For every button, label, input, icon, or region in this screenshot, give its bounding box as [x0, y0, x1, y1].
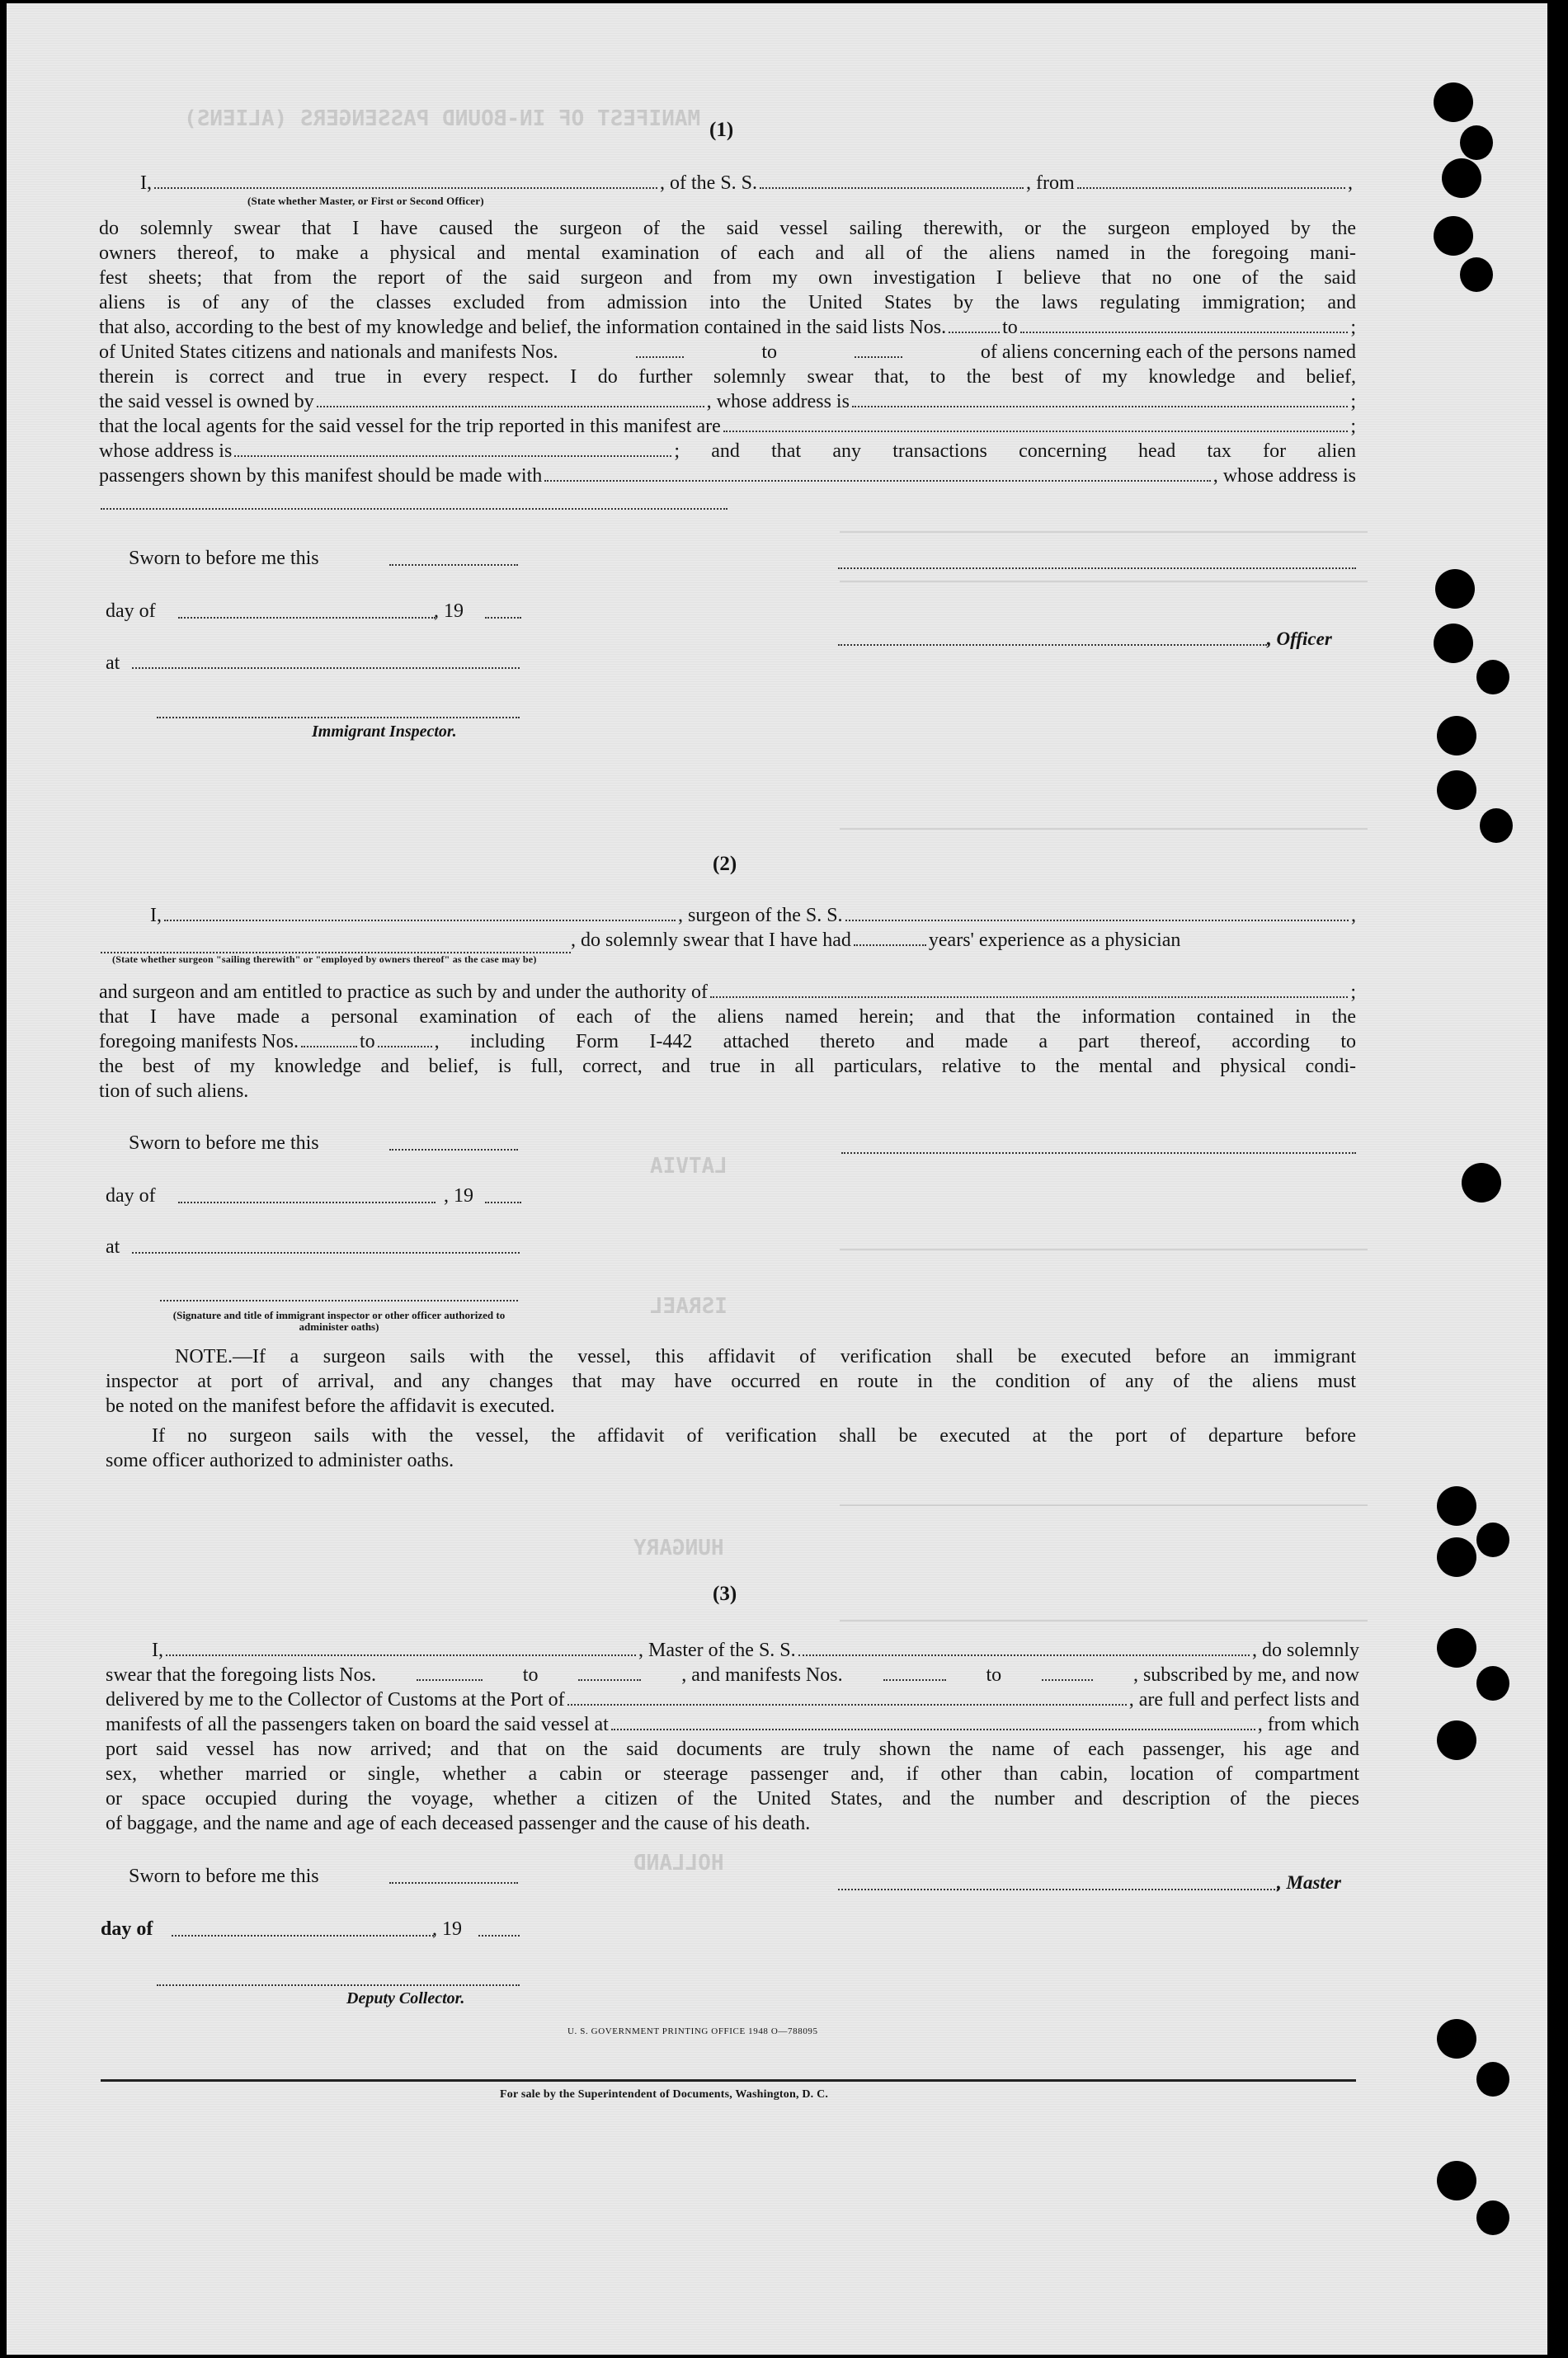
surgeon-signature-field	[841, 1152, 1356, 1154]
month-field	[172, 1935, 434, 1937]
punch-hole	[1437, 1720, 1476, 1760]
section-3-text-line: port said vessel has now arrived; and that on the said documents are truly shown the name of each passenger, his age and	[106, 1739, 1359, 1760]
master-signature-field	[838, 1889, 1278, 1890]
day-of-label: day of	[101, 1918, 153, 1940]
section-1-manifests-line: of United States citizens and nationals and manifests Nos. to of aliens concerning each of the persons named	[99, 341, 1356, 363]
head-tax-address-field	[101, 508, 727, 510]
punch-hole	[1460, 125, 1493, 160]
punch-hole	[1442, 158, 1481, 198]
note-line: NOTE.—If a surgeon sails with the vessel, this affidavit of verification shall be executed before an immigrant	[175, 1346, 1356, 1367]
bleed-through-country: HUNGARY	[633, 1536, 724, 1560]
year-label: , 19	[444, 1185, 473, 1207]
section-3-lists-line: swear that the foregoing lists Nos. to , and manifests Nos. to , subscribed by me, and now	[106, 1664, 1359, 1686]
master-vessel-field	[798, 1640, 1250, 1656]
officer-label: , Officer	[1267, 628, 1332, 649]
punch-hole	[1437, 1537, 1476, 1577]
years-experience-field	[854, 930, 926, 946]
punch-hole	[1437, 716, 1476, 755]
section-2-opening-line: I, , surgeon of the S. S. ,	[150, 905, 1356, 926]
section-1-opening-line: I, , of the S. S. , from ,	[140, 172, 1353, 194]
section-1-text-line: fest sheets; that from the report of the said surgeon and from my own investigation I believe that no one of the said	[99, 267, 1356, 289]
master-label: , Master	[1277, 1872, 1341, 1893]
at-label: at	[106, 652, 120, 674]
note-line: If no surgeon sails with the vessel, the affidavit of verification shall be executed at the port of departure before	[152, 1425, 1356, 1447]
section-2-swear-line: , do solemnly swear that I have had years' experience as a physician	[571, 930, 1181, 951]
officer-name-field	[154, 172, 657, 189]
officer-signature-field	[838, 567, 1356, 569]
sworn-label: Sworn to before me this	[129, 1132, 319, 1154]
officer-name-sign-field	[838, 644, 1267, 646]
place-field	[132, 1252, 520, 1254]
agents-address-field	[234, 440, 671, 457]
section-1-agents-line: that the local agents for the said vessel for the trip reported in this manifest are ;	[99, 416, 1356, 437]
punch-hole	[1476, 660, 1509, 694]
section-3-number: (3)	[713, 1583, 737, 1605]
deputy-collector-label: Deputy Collector.	[346, 1989, 465, 2007]
month-field	[178, 617, 436, 619]
punch-hole	[1476, 2062, 1509, 2097]
owner-address-field	[852, 391, 1348, 407]
month-field	[178, 1202, 436, 1203]
section-1-number: (1)	[709, 119, 734, 141]
embarkation-port-field	[611, 1714, 1255, 1730]
section-2-text-line: tion of such aliens.	[99, 1080, 249, 1102]
collector-port-field	[567, 1689, 1127, 1706]
section-3-text-line: or space occupied during the voyage, whether a citizen of the United States, and the number and description of the pieces	[106, 1788, 1359, 1810]
manifest-affidavit-page	[7, 3, 1547, 2355]
section-2-text-line: that I have made a personal examination of each of the aliens named herein; and that the information contained in the	[99, 1006, 1356, 1028]
section-1-text-line: aliens is of any of the classes excluded from admission into the United States by the laws regulating immigration; and	[99, 292, 1356, 313]
day-of-label: day of	[106, 1185, 156, 1207]
place-field	[132, 667, 520, 669]
section-3-text-line: sex, whether married or single, whether a cabin or steerage passenger and, if other than cabin, location of compartment	[106, 1763, 1359, 1785]
section-1-text-line: owners thereof, to make a physical and mental examination of each and all of the aliens named in the foregoing mani-	[99, 242, 1356, 264]
punch-hole	[1437, 2019, 1476, 2059]
owner-field	[317, 391, 704, 407]
year-field	[485, 1202, 521, 1203]
surgeon-caption: (State whether surgeon "sailing therewith" or "employed by owners thereof" as the case may be)	[112, 953, 537, 965]
note-line: inspector at port of arrival, and any changes that may have occurred en route in the condition of any of the aliens must	[106, 1371, 1356, 1392]
inspector-signature-field	[157, 717, 520, 718]
footer-sale-notice: For sale by the Superintendent of Documents, Washington, D. C.	[500, 2088, 829, 2101]
section-1-passengers-line: passengers shown by this manifest should be made with , whose address is	[99, 465, 1356, 487]
punch-hole	[1462, 1163, 1501, 1203]
punch-hole	[1434, 216, 1473, 256]
bleed-through-country: LATVIA	[650, 1154, 727, 1179]
punch-hole	[1460, 257, 1493, 292]
master-name-field	[166, 1640, 636, 1656]
section-2-number: (2)	[713, 853, 737, 875]
punch-hole	[1437, 1628, 1476, 1668]
officer-caption: (State whether Master, or First or Second Officer)	[247, 195, 484, 207]
section-3-delivered-line: delivered by me to the Collector of Customs at the Port of , are full and perfect lists and	[106, 1689, 1359, 1711]
section-1-text-line: do solemnly swear that I have caused the surgeon of the said vessel sailing therewith, or the surgeon employed by the	[99, 218, 1356, 239]
section-3-manifests-line: manifests of all the passengers taken on board the said vessel at , from which	[106, 1714, 1359, 1735]
section-1-whose-address-line: whose address is ; and that any transactions concerning head tax for alien	[99, 440, 1356, 462]
sworn-label: Sworn to before me this	[129, 1866, 319, 1887]
day-of-label: day of	[106, 600, 156, 622]
section-3-opening-line: I, , Master of the S. S. , do solemnly	[152, 1640, 1359, 1661]
punch-hole	[1434, 624, 1473, 663]
collector-signature-field	[157, 1984, 520, 1986]
section-2-foregoing-line: foregoing manifests Nos. to , including Form I-442 attached thereto and made a part thereof, according to	[99, 1031, 1356, 1052]
at-label: at	[106, 1236, 120, 1258]
punch-hole	[1437, 770, 1476, 810]
punch-hole	[1437, 2161, 1476, 2200]
punch-hole	[1434, 82, 1473, 122]
immigrant-inspector-label: Immigrant Inspector.	[312, 722, 457, 741]
vessel-name-field	[760, 172, 1024, 189]
sworn-day-field	[389, 1149, 518, 1151]
punch-hole	[1476, 2200, 1509, 2235]
note-line: be noted on the manifest before the affidavit is executed.	[106, 1396, 555, 1417]
punch-hole	[1435, 569, 1475, 609]
printing-office-imprint: U. S. GOVERNMENT PRINTING OFFICE 1948 O—788095	[567, 2026, 818, 2036]
sworn-day-field	[389, 1882, 518, 1884]
year-label: , 19	[434, 600, 464, 622]
departure-port-field	[1077, 172, 1345, 189]
surgeon-name-field	[164, 905, 676, 921]
oath-officer-signature-field	[160, 1300, 518, 1301]
section-1-owner-line: the said vessel is owned by , whose address is ;	[99, 391, 1356, 412]
signature-caption: (Signature and title of immigrant inspector or other officer authorized to administer oaths)	[172, 1309, 506, 1333]
bleed-through-country: ISRAEL	[650, 1294, 727, 1319]
punch-hole	[1437, 1486, 1476, 1526]
bleed-through-country: HOLLAND	[633, 1851, 724, 1876]
section-2-text-line: the best of my knowledge and belief, is full, correct, and true in all particulars, relative to the mental and physical condi-	[99, 1056, 1356, 1077]
section-1-text-line: therein is correct and true in every respect. I do further solemnly swear that, to the best of my knowledge and belief,	[99, 366, 1356, 388]
punch-hole	[1476, 1523, 1509, 1557]
note-line: some officer authorized to administer oaths.	[106, 1450, 454, 1471]
year-field	[485, 617, 521, 619]
punch-hole	[1476, 1666, 1509, 1701]
punch-hole	[1480, 808, 1513, 843]
sworn-label: Sworn to before me this	[129, 548, 319, 569]
agents-field	[723, 416, 1349, 432]
section-2-practice-line: and surgeon and am entitled to practice as such by and under the authority of ;	[99, 981, 1356, 1003]
sworn-day-field	[389, 564, 518, 566]
bleed-through-heading: MANIFEST OF IN-BOUND PASSENGERS (ALIENS)	[184, 106, 701, 131]
head-tax-party-field	[544, 465, 1210, 482]
authority-field	[710, 981, 1348, 998]
year-field	[478, 1935, 520, 1937]
footer-rule	[101, 2079, 1356, 2082]
section-3-text-line: of baggage, and the name and age of each deceased passenger and the cause of his death.	[106, 1813, 811, 1834]
year-label: , 19	[432, 1918, 462, 1940]
surgeon-vessel-field	[845, 905, 1349, 921]
section-1-lists-line: that also, according to the best of my knowledge and belief, the information contained in the said lists Nos. to ;	[99, 317, 1356, 338]
